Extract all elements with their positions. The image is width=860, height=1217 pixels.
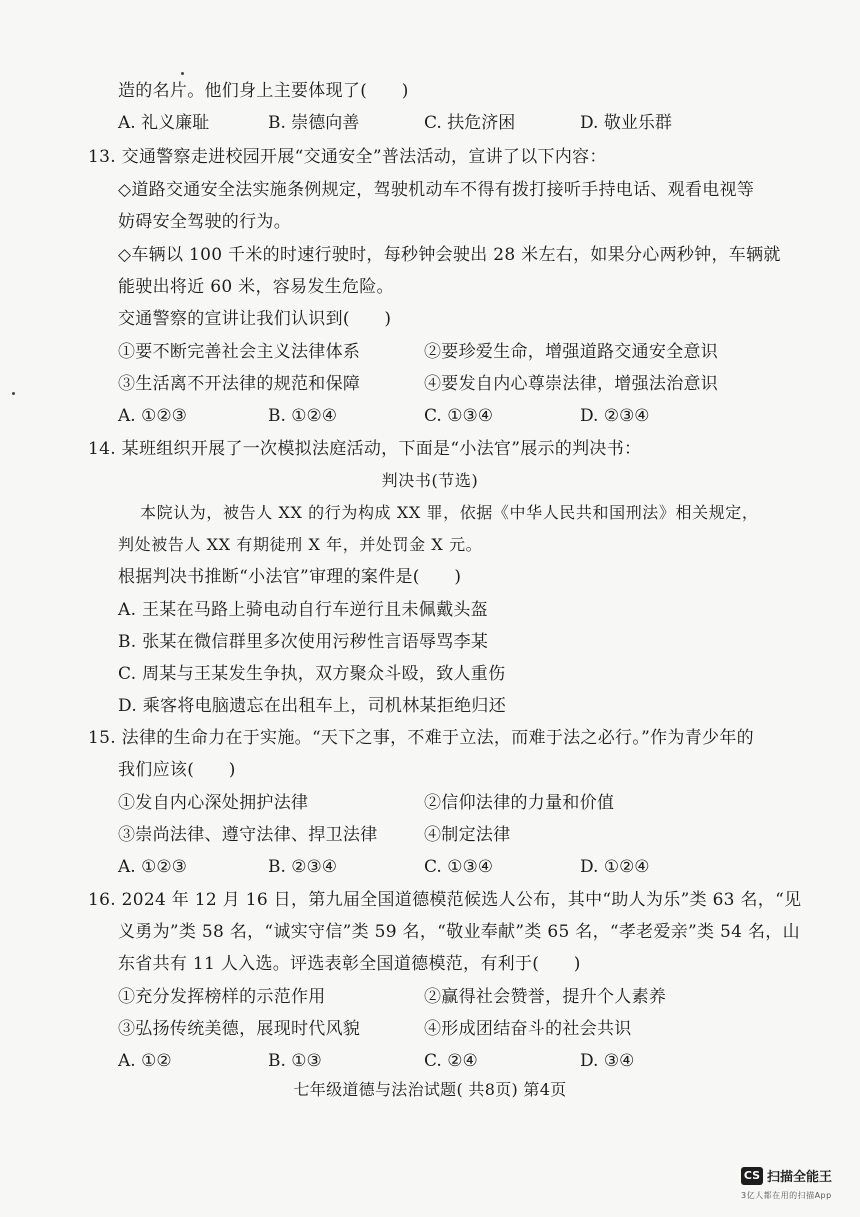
q14-option-c: C. 周某与王某发生争执，双方聚众斗殴，致人重伤 bbox=[118, 664, 506, 684]
q15-item-4: ④制定法律 bbox=[424, 825, 511, 845]
q15-option-a: A. ①②③ bbox=[118, 857, 187, 877]
q14-excerpt-title: 判决书(节选) bbox=[381, 471, 479, 490]
q14-option-d: D. 乘客将电脑遗忘在出租车上，司机林某拒绝归还 bbox=[118, 696, 507, 716]
q12-option-d: D. 敬业乐群 bbox=[580, 113, 672, 133]
q15-stem: 15. 法律的生命力在于实施。“天下之事，不难于立法，而难于法之必行。”作为青少年的 bbox=[88, 728, 754, 748]
q14-excerpt-line-2: 判处被告人 XX 有期徒刑 X 年，并处罚金 X 元。 bbox=[118, 535, 483, 554]
q15-item-1: ①发自内心深处拥护法律 bbox=[118, 793, 309, 813]
q13-option-a: A. ①②③ bbox=[118, 406, 187, 426]
q13-material-2-cont: 能驶出将近 60 米，容易发生危险。 bbox=[118, 277, 394, 297]
page-footer: 七年级道德与法治试题( 共8页) 第4页 bbox=[293, 1080, 567, 1099]
q15-item-2: ②信仰法律的力量和价值 bbox=[424, 793, 615, 813]
q13-item-4: ④要发自内心尊崇法律，增强法治意识 bbox=[424, 374, 719, 394]
q13-item-1: ①要不断完善社会主义法律体系 bbox=[118, 342, 361, 362]
scanner-logo bbox=[741, 1166, 832, 1185]
q13-item-3: ③生活离不开法律的规范和保障 bbox=[118, 374, 361, 394]
q16-item-3: ③弘扬传统美德，展现时代风貌 bbox=[118, 1019, 361, 1039]
q13-item-2: ②要珍爱生命，增强道路交通安全意识 bbox=[424, 342, 719, 362]
scanner-app-name: 扫描全能王 bbox=[767, 1170, 833, 1185]
q13-option-b: B. ①②④ bbox=[268, 406, 338, 426]
q15-stem-cont: 我们应该( ) bbox=[118, 760, 236, 780]
scan-speck bbox=[181, 72, 184, 75]
q16-stem: 16. 2024 年 12 月 16 日，第九届全国道德模范候选人公布，其中“助人为乐”类 63 名，“见 bbox=[88, 890, 802, 910]
q15-option-c: C. ①③④ bbox=[424, 857, 493, 877]
q13-option-d: D. ②③④ bbox=[580, 406, 650, 426]
q16-option-d: D. ③④ bbox=[580, 1051, 635, 1071]
scan-speck bbox=[12, 392, 15, 395]
q13-question: 交通警察的宣讲让我们认识到( ) bbox=[118, 309, 392, 329]
q14-stem: 14. 某班组织开展了一次模拟法庭活动，下面是“小法官”展示的判决书： bbox=[88, 439, 642, 459]
q13-stem: 13. 交通警察走进校园开展“交通安全”普法活动，宣讲了以下内容： bbox=[88, 147, 607, 167]
q13-material-2: ◇车辆以 100 千米的时速行驶时，每秒钟会驶出 28 米左右，如果分心两秒钟，车辆就 bbox=[118, 245, 781, 265]
q16-stem-cont-1: 义勇为”类 58 名，“诚实守信”类 59 名，“敬业奉献”类 65 名，“孝老爱亲”类 54 名，山 bbox=[118, 922, 800, 942]
q13-material-1: ◇道路交通安全法实施条例规定，驾驶机动车不得有拨打接听手持电话、观看电视等 bbox=[118, 180, 755, 200]
scanner-tagline: 3亿人都在用的扫描App bbox=[741, 1191, 832, 1200]
q16-item-1: ①充分发挥榜样的示范作用 bbox=[118, 987, 326, 1007]
q16-item-2: ②赢得社会赞誉，提升个人素养 bbox=[424, 987, 667, 1007]
q14-option-b: B. 张某在微信群里多次使用污秽性言语辱骂李某 bbox=[118, 632, 489, 652]
q16-option-a: A. ①② bbox=[118, 1051, 172, 1071]
q14-option-a: A. 王某在马路上骑电动自行车逆行且未佩戴头盔 bbox=[118, 600, 488, 620]
q12-tail: 造的名片。他们身上主要体现了( ) bbox=[118, 81, 409, 101]
q12-option-a: A. 礼义廉耻 bbox=[118, 113, 210, 133]
q12-option-c: C. 扶危济困 bbox=[424, 113, 516, 133]
q16-item-4: ④形成团结奋斗的社会共识 bbox=[424, 1019, 632, 1039]
q15-option-d: D. ①②④ bbox=[580, 857, 650, 877]
cs-logo-icon: CS bbox=[741, 1167, 763, 1185]
q16-stem-cont-2: 东省共有 11 人入选。评选表彰全国道德模范，有利于( ) bbox=[118, 954, 581, 974]
q16-option-b: B. ①③ bbox=[268, 1051, 322, 1071]
q14-excerpt-line-1: 本院认为，被告人 XX 的行为构成 XX 罪，依据《中华人民共和国刑法》相关规定， bbox=[140, 503, 759, 522]
q16-option-c: C. ②④ bbox=[424, 1051, 478, 1071]
q15-option-b: B. ②③④ bbox=[268, 857, 338, 877]
q12-option-b: B. 崇德向善 bbox=[268, 113, 360, 133]
q13-option-c: C. ①③④ bbox=[424, 406, 493, 426]
q15-item-3: ③崇尚法律、遵守法律、捍卫法律 bbox=[118, 825, 378, 845]
q14-question: 根据判决书推断“小法官”审理的案件是( ) bbox=[118, 567, 462, 587]
q13-material-1-cont: 妨碍安全驾驶的行为。 bbox=[118, 212, 291, 232]
